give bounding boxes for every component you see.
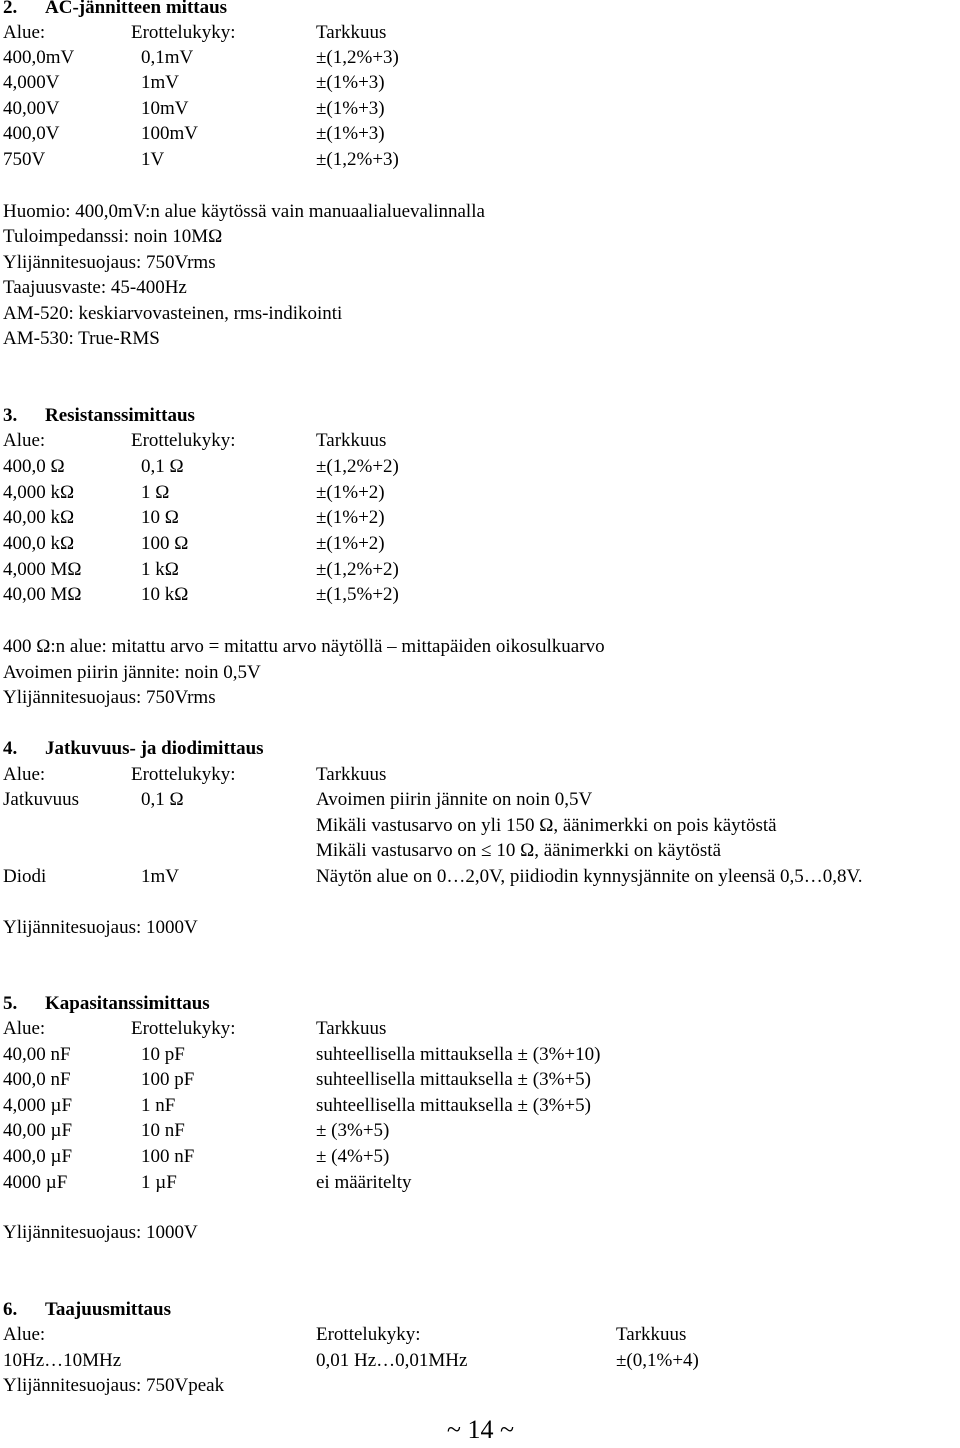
cell-range: 400,0V bbox=[3, 123, 60, 144]
note: Huomio: 400,0mV:n alue käytössä vain manuaalialuevalinnalla bbox=[3, 201, 485, 222]
cell-resolution: 10mV bbox=[141, 98, 189, 119]
cell-range: 40,00 MΩ bbox=[3, 584, 82, 605]
cell-range: 40,00 µF bbox=[3, 1120, 73, 1141]
cell-range: 4000 µF bbox=[3, 1172, 68, 1193]
header-range: Alue: bbox=[3, 430, 46, 451]
section-number: 3. bbox=[3, 405, 18, 426]
header-range: Alue: bbox=[3, 1324, 46, 1345]
page-number: ~ 14 ~ bbox=[446, 1415, 515, 1444]
note: AM-520: keskiarvovasteinen, rms-indikointi bbox=[3, 303, 343, 324]
cell-resolution: 10 nF bbox=[141, 1120, 185, 1141]
header-range: Alue: bbox=[3, 764, 46, 785]
cell-range: Jatkuvuus bbox=[3, 789, 79, 810]
cell-resolution: 10 kΩ bbox=[141, 584, 189, 605]
cell-accuracy: ±(0,1%+4) bbox=[616, 1350, 699, 1371]
note: Ylijännitesuojaus: 750Vpeak bbox=[3, 1375, 225, 1396]
cell-accuracy: ±(1,5%+2) bbox=[316, 584, 399, 605]
section-heading-ac bbox=[3, 0, 227, 20]
cell-accuracy: ±(1,2%+3) bbox=[316, 47, 399, 68]
cell-range: 10Hz…10MHz bbox=[3, 1350, 122, 1371]
cell-accuracy: ±(1%+3) bbox=[316, 123, 385, 144]
cell-range: 4,000 µF bbox=[3, 1095, 73, 1116]
note: Ylijännitesuojaus: 1000V bbox=[3, 1222, 198, 1243]
cell-resolution: 1mV bbox=[141, 72, 179, 93]
header-accuracy: Tarkkuus bbox=[316, 430, 387, 451]
cell-resolution: 1 Ω bbox=[141, 482, 170, 503]
note: Tuloimpedanssi: noin 10MΩ bbox=[3, 226, 223, 247]
section-number: 5. bbox=[3, 993, 18, 1014]
header-accuracy: Tarkkuus bbox=[316, 764, 387, 785]
section-heading-frequency bbox=[3, 1297, 171, 1322]
cell-accuracy: suhteellisella mittauksella ± (3%+5) bbox=[316, 1069, 591, 1090]
cell-range: 400,0 nF bbox=[3, 1069, 71, 1090]
note: AM-530: True-RMS bbox=[3, 328, 160, 349]
header-range: Alue: bbox=[3, 22, 46, 43]
cell-resolution: 1 nF bbox=[141, 1095, 176, 1116]
section-number: 6. bbox=[3, 1299, 18, 1320]
header-range: Alue: bbox=[3, 1018, 46, 1039]
header-resolution: Erottelukyky: bbox=[131, 1018, 236, 1039]
cell-resolution: 0,01 Hz…0,01MHz bbox=[316, 1350, 468, 1371]
cell-resolution: 1V bbox=[141, 149, 165, 170]
cell-accuracy: ±(1%+2) bbox=[316, 507, 385, 528]
cell-range: 4,000V bbox=[3, 72, 60, 93]
header-accuracy: Tarkkuus bbox=[616, 1324, 687, 1345]
cell-resolution: 1 µF bbox=[141, 1172, 177, 1193]
cell-accuracy: ±(1,2%+3) bbox=[316, 149, 399, 170]
cell-accuracy: suhteellisella mittauksella ± (3%+10) bbox=[316, 1044, 601, 1065]
section-heading-continuity bbox=[3, 736, 264, 761]
section-title: Kapasitanssimittaus bbox=[45, 993, 210, 1014]
header-resolution: Erottelukyky: bbox=[131, 22, 236, 43]
cell-resolution: 100mV bbox=[141, 123, 198, 144]
cell-accuracy: Mikäli vastusarvo on ≤ 10 Ω, äänimerkki on käytöstä bbox=[316, 840, 722, 861]
note: Taajuusvaste: 45-400Hz bbox=[3, 277, 187, 298]
section-title: Resistanssimittaus bbox=[45, 405, 195, 426]
cell-accuracy: ±(1%+2) bbox=[316, 533, 385, 554]
cell-accuracy: ±(1%+3) bbox=[316, 72, 385, 93]
cell-range: 400,0 µF bbox=[3, 1146, 73, 1167]
cell-range: 40,00V bbox=[3, 98, 60, 119]
note: Avoimen piirin jännite: noin 0,5V bbox=[3, 662, 261, 683]
section-number: 2. bbox=[3, 0, 18, 18]
cell-accuracy: ±(1,2%+2) bbox=[316, 559, 399, 580]
cell-resolution: 1mV bbox=[141, 866, 179, 887]
cell-resolution: 10 Ω bbox=[141, 507, 179, 528]
cell-accuracy: Avoimen piirin jännite on noin 0,5V bbox=[316, 789, 593, 810]
cell-resolution: 1 kΩ bbox=[141, 559, 179, 580]
cell-resolution: 100 nF bbox=[141, 1146, 195, 1167]
cell-range: 4,000 kΩ bbox=[3, 482, 75, 503]
cell-resolution: 0,1 Ω bbox=[141, 789, 184, 810]
cell-range: 400,0 Ω bbox=[3, 456, 65, 477]
cell-accuracy: ±(1%+2) bbox=[316, 482, 385, 503]
cell-range: 40,00 nF bbox=[3, 1044, 71, 1065]
cell-range: 400,0mV bbox=[3, 47, 75, 68]
cell-range: 4,000 MΩ bbox=[3, 559, 82, 580]
header-resolution: Erottelukyky: bbox=[131, 764, 236, 785]
header-accuracy: Tarkkuus bbox=[316, 22, 387, 43]
note: Ylijännitesuojaus: 1000V bbox=[3, 917, 198, 938]
section-title: Taajuusmittaus bbox=[45, 1299, 172, 1320]
cell-resolution: 0,1 Ω bbox=[141, 456, 184, 477]
cell-accuracy: ±(1,2%+2) bbox=[316, 456, 399, 477]
cell-accuracy: Näytön alue on 0…2,0V, piidiodin kynnysjännite on yleensä 0,5…0,8V. bbox=[316, 866, 863, 887]
cell-resolution: 10 pF bbox=[141, 1044, 185, 1065]
note: Ylijännitesuojaus: 750Vrms bbox=[3, 252, 216, 273]
cell-range: 750V bbox=[3, 149, 46, 170]
cell-accuracy: suhteellisella mittauksella ± (3%+5) bbox=[316, 1095, 591, 1116]
note: Ylijännitesuojaus: 750Vrms bbox=[3, 687, 216, 708]
cell-resolution: 100 pF bbox=[141, 1069, 195, 1090]
cell-accuracy: ei määritelty bbox=[316, 1172, 412, 1193]
cell-range: Diodi bbox=[3, 866, 47, 887]
header-accuracy: Tarkkuus bbox=[316, 1018, 387, 1039]
header-resolution: Erottelukyky: bbox=[316, 1324, 421, 1345]
cell-range: 40,00 kΩ bbox=[3, 507, 75, 528]
section-heading-capacitance bbox=[3, 991, 210, 1016]
cell-accuracy: ± (3%+5) bbox=[316, 1120, 390, 1141]
section-title: AC-jännitteen mittaus bbox=[45, 0, 228, 18]
section-title: Jatkuvuus- ja diodimittaus bbox=[45, 738, 264, 759]
cell-resolution: 100 Ω bbox=[141, 533, 189, 554]
cell-resolution: 0,1mV bbox=[141, 47, 194, 68]
cell-range: 400,0 kΩ bbox=[3, 533, 75, 554]
cell-accuracy: Mikäli vastusarvo on yli 150 Ω, äänimerkki on pois käytöstä bbox=[316, 815, 777, 836]
section-number: 4. bbox=[3, 738, 18, 759]
cell-accuracy: ± (4%+5) bbox=[316, 1146, 390, 1167]
header-resolution: Erottelukyky: bbox=[131, 430, 236, 451]
section-heading-resistance bbox=[3, 403, 195, 428]
note: 400 Ω:n alue: mitattu arvo = mitattu arvo näytöllä – mittapäiden oikosulkuarvo bbox=[3, 636, 605, 657]
cell-accuracy: ±(1%+3) bbox=[316, 98, 385, 119]
